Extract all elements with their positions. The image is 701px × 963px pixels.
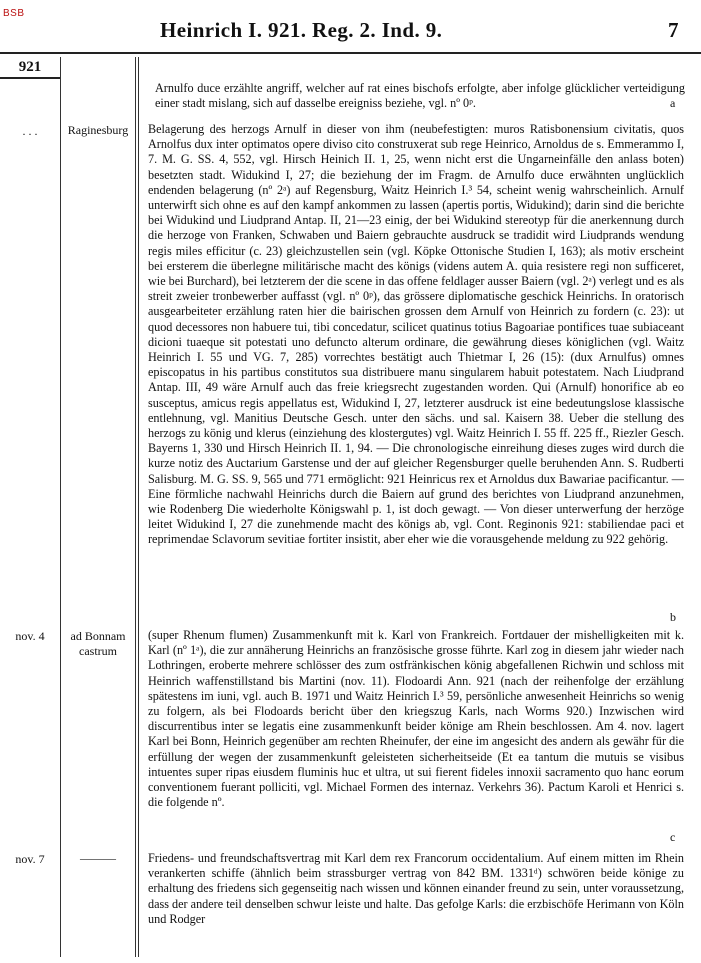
entry-marker-c: c [670, 830, 676, 844]
regest-entry-a: Arnulfo duce erzählte angriff, welcher auf rat eines bischofs erfolgte, aber infolge glücklicher verteidigung einer stadt mislang, sich auf dasselbe ereigniss beziehe, vgl. nº 0ᵖ. [155, 81, 685, 111]
column-divider-place-double [138, 57, 139, 957]
year-rule [0, 77, 60, 79]
regest-entry-c: (super Rhenum flumen) Zusammenkunft mit k. Karl von Frankreich. Fortdauer der mishelligkeiten mit k. Karl (nº 1ᵃ), die zur annäherung Heinrichs an französische grosse führte. Karl zog in diesem jahr wieder nach Lothringen, eroberte mehrere schlösser des zum ostfränkischen könig abgefallenen Richwin und schloss mit Heinrich waffenstillstand bis Martini (nov. 11). Flodoardi Ann. 921 (nach der reihenfolge der erzählung spätestens im iuni, vgl. auch B. 1971 und Waitz Heinrich I.³ 59, persönliche anwesenheit Heinrichs so wenig zu folgern, als bei Flodoards bericht über den kriegszug Karls, nach Worms 920.) Inzwischen wird discurrentibus inter se legatis eine zusammenkunft beider könige am Rhein beschlossen. Am 4. nov. lagert Karl bei Bonn, Heinrich gegenüber am rechten Rheinufer, der eine im angesicht des andern als gewähr für die erfüllung der wegen der zusammenkunft geleisteten sicherheitseide (Et ea tantum die mutuis se visibus intuentes super ripas eiusdem fluminis huc et ultra, ut sui fierent fideles innoxii sacramento quo hanc eorum conventionem fuerant polliciti, vgl. Michael Formen des internaz. Verkehrs 36). Pactum Karoli et Henrici s. die folgende nº. [148, 628, 684, 810]
entry-place-b: Raginesburg [67, 123, 129, 137]
entry-date-b: . . . [22, 124, 38, 138]
entry-date-c: nov. 4 [15, 629, 45, 643]
column-divider-place [135, 57, 136, 957]
entry-place-d: ——— [80, 851, 116, 865]
year-heading: 921 [18, 59, 42, 75]
library-stamp: BSB [3, 8, 25, 19]
column-divider-date [60, 57, 61, 957]
header-rule [0, 52, 701, 54]
regest-entry-d: Friedens- und freundschaftsvertrag mit Karl dem rex Francorum occidentalium. Auf einem mitten im Rhein verankerten schiffe (ähnlich beim strassburger vertrag von 842 BM. 1331ᵈ) schwören beide könige zu erhaltung des friedens sich gegenseitig nach wissen und können einander freund zu sein, unter voraussetzung, dass der andere teil denselben schwur leiste und halte. Das gefolge Karls: die erzbischöfe Herimann von Köln und Rodger [148, 851, 684, 926]
entry-marker-b: b [670, 610, 676, 624]
entry-date-d: nov. 7 [15, 852, 45, 866]
running-header-title: Heinrich I. 921. Reg. 2. Ind. 9. [160, 18, 443, 42]
entry-marker-a: a [670, 96, 676, 110]
entry-place-c: ad Bonnam castrum [70, 629, 126, 658]
page-number: 7 [668, 18, 679, 42]
regest-entry-b: Belagerung des herzogs Arnulf in dieser von ihm (neubefestigten: muros Ratisbonensium civitatis, quos Arnolfus dux inter optimatos opere diviso cito construxerat sub rege Heinrico, Arnoldus de s. Emmerammo I, 7. M. G. SS. 4, 552, vgl. Hirsch Heinich II. 1, 25, wenn nicht erst die Ungarneinfälle den anlass boten) besetzten stadt. Widukind I, 27; die beziehung der im Fragm. de Arnulfo duce erwähnten unglücklich endenden belagerung (nº 2ᵃ) auf Regensburg, Waitz Heinrich I.³ 54, scheint wenig wahrscheinlich. Arnulf unterwirft sich ohne es auf den kampf ankommen zu lassen (apertis portis, Widukind); darin sind die berichte bei Widukind und Liudprand Antap. II, 21—23 einig, der bei Widukind stereotyp für die anerkennung durch die herzoge von Franken, Schwaben und Baiern gebrauchte ausdruck se tradidit wird Liudprands wendung regis miles efficitur (c. 23) gleichzustellen sein (vgl. Köpke Ottonische Studien I, 163); als motiv erscheint bei ersterem die überlegne militärische macht des königs (videns autem A. quia resistere regi non sufficeret, wie bei Burchard), bei letzterem der die scene in das offene feldlager ausser Baiern (vgl. 2ᵃ) verlegt und es als streit zweier tronbewerber auffasst (vgl. nº 0ᵖ), das grössere diplomatische geschick Heinrichs. In oratorisch ausgearbeiteter erzählung raten hier die bairischen grossen dem Arnulf von Heinrich zu fordern (c. 23): ut quod decessores non habuere tui, tibi concedatur, scilicet quatinus totius Bagoariae pontifices tuae subiaceant dicioni tuaeque sit potestati uno defuncto alterum ordinare, die gewährung dieses königlichen (vgl. Waitz Heinrich I. 55 und VG. 7, 285) vorrechtes bestätigt auch Thietmar I, 26 (15): (dux Arnulfus) omnes episcopatus in his partibus constitutos sua distribuere manu singularem habuit potestatem. Nach Liudprand Antap. III, 49 wäre Arnulf auch das freie kriegsrecht zugestanden worden. Qui (Arnulf) honorifice ab eo susceptus, amicus regis appellatus est, Widukind I, 27, letzterer ausdruck ist eine bedeutungslose klassische entlehnung, vgl. Manitius Deutsche Gesch. unter den sächs. und sal. Kaisern 38. Ueber die stellung des herzogs zu könig und klerus (einziehung des klostergutes) vgl. Waitz Heinrich I. 55 ff. 225 ff., Riezler Gesch. Bayerns 1, 330 und Hirsch Heinrich II. 1, 94. — Die chronologische einreihung dieses zuges wird durch die kurze notiz des Auctarium Garstense und der auf gleicher Regensburger quelle beruhenden Ann. S. Rudberti Salisburg. M. G. SS. 9, 565 und 771 ermöglicht: 921 Heinricus rex et Arnoldus dux Bawariae pacificantur. — Eine förmliche nachwahl Heinrichs durch die Baiern auf grund des berichtes von Liudprand anzunehmen, wie Rodenberg Die wiederholte Königswahl p. 1, ist doch gewagt. — Von dieser unterwerfung der herzöge leitet Widukind I, 27 die zunehmende macht des königs ab, vgl. Cont. Reginonis 921: stabiliendae paci et reprimendae Sclavorum sevitiae fortiter insistit, aber eher wie die vorausgehende meldung zu 922 gehörig. [148, 122, 684, 547]
